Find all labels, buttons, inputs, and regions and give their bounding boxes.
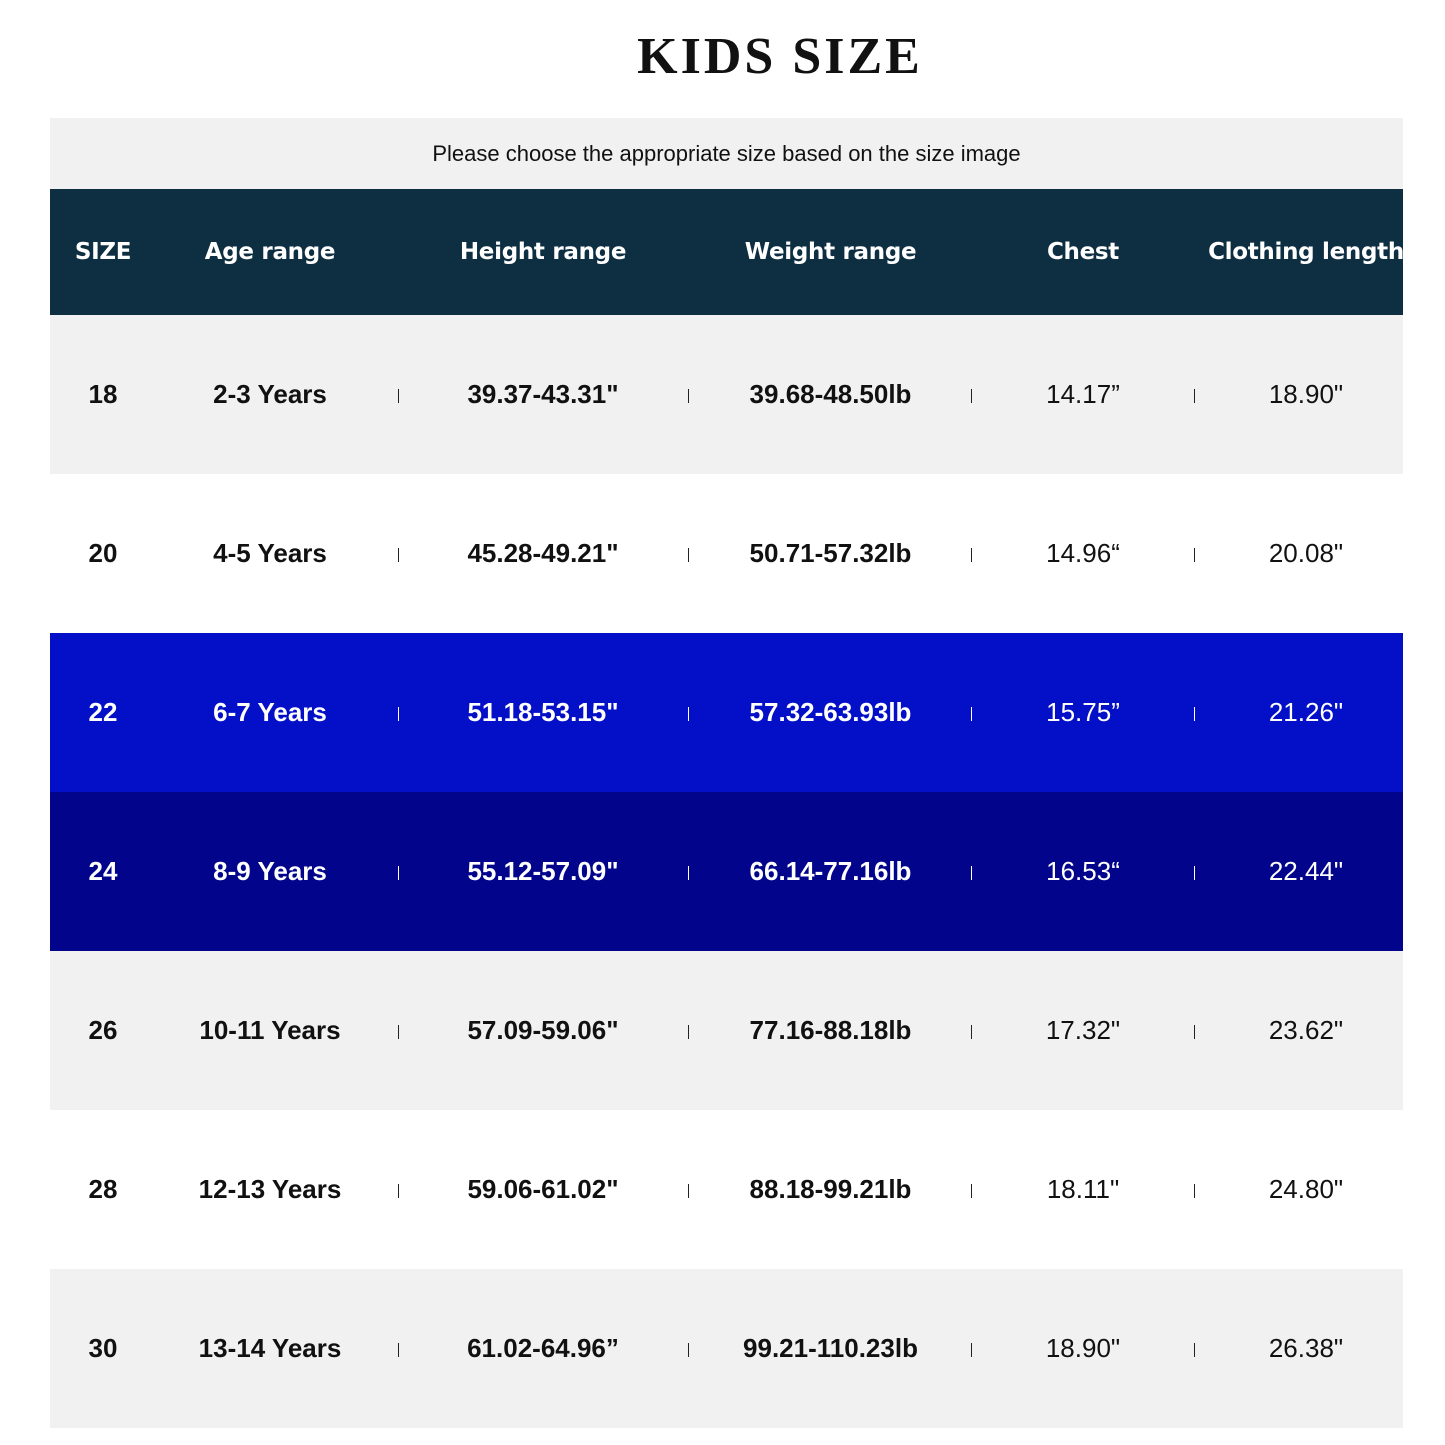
clothing-length-cell: 20.08" xyxy=(1268,538,1344,568)
clothing-length-cell: 18.90" xyxy=(1268,379,1344,409)
column-separator xyxy=(398,1184,399,1198)
clothing-length-cell: 21.26" xyxy=(1268,697,1344,727)
column-separator xyxy=(1194,866,1195,880)
header-age-range: Age range xyxy=(204,239,336,265)
table-row xyxy=(50,1110,1403,1269)
chest-cell: 14.96“ xyxy=(1046,538,1120,568)
header-chest: Chest xyxy=(1046,239,1120,265)
clothing-length-cell: 24.80" xyxy=(1268,1174,1344,1204)
header-weight-range: Weight range xyxy=(744,239,917,265)
column-separator xyxy=(688,707,689,721)
table-row xyxy=(50,1269,1403,1428)
size-cell: 26 xyxy=(88,1015,118,1045)
header-clothing-length: Clothing length xyxy=(1208,239,1404,265)
column-separator xyxy=(688,1343,689,1357)
size-cell: 20 xyxy=(88,538,118,568)
table-row xyxy=(50,951,1403,1110)
table-header-row xyxy=(50,189,1403,315)
clothing-length-cell: 26.38" xyxy=(1268,1333,1344,1363)
weight-range-cell: 66.14-77.16lb xyxy=(749,856,912,886)
weight-range-cell: 39.68-48.50lb xyxy=(749,379,912,409)
column-separator xyxy=(688,1184,689,1198)
column-separator xyxy=(688,1025,689,1039)
weight-range-cell: 77.16-88.18lb xyxy=(749,1015,912,1045)
chest-cell: 15.75” xyxy=(1046,697,1120,727)
size-cell: 22 xyxy=(88,697,118,727)
age-range-cell: 6-7 Years xyxy=(213,697,327,727)
height-range-cell: 61.02-64.96” xyxy=(467,1333,619,1363)
column-separator xyxy=(971,1184,972,1198)
weight-range-cell: 50.71-57.32lb xyxy=(749,538,912,568)
column-separator xyxy=(1194,389,1195,403)
height-range-cell: 59.06-61.02" xyxy=(467,1174,619,1204)
column-separator xyxy=(971,548,972,562)
page-title: KIDS SIZE xyxy=(637,28,923,85)
chest-cell: 17.32" xyxy=(1045,1015,1121,1045)
column-separator xyxy=(971,1025,972,1039)
age-range-cell: 4-5 Years xyxy=(213,538,327,568)
column-separator xyxy=(1194,548,1195,562)
column-separator xyxy=(971,1343,972,1357)
table-row xyxy=(50,792,1403,951)
column-separator xyxy=(688,548,689,562)
clothing-length-cell: 23.62" xyxy=(1268,1015,1344,1045)
size-cell: 30 xyxy=(88,1333,118,1363)
chest-cell: 14.17” xyxy=(1046,379,1120,409)
height-range-cell: 45.28-49.21" xyxy=(467,538,619,568)
table-row xyxy=(50,315,1403,474)
weight-range-cell: 57.32-63.93lb xyxy=(749,697,912,727)
height-range-cell: 57.09-59.06" xyxy=(467,1015,619,1045)
chest-cell: 18.11" xyxy=(1046,1174,1120,1204)
size-chart-table xyxy=(50,118,1403,1428)
table-row xyxy=(50,633,1403,792)
column-separator xyxy=(971,866,972,880)
header-height-range: Height range xyxy=(459,239,627,265)
age-range-cell: 12-13 Years xyxy=(198,1174,342,1204)
column-separator xyxy=(688,866,689,880)
age-range-cell: 8-9 Years xyxy=(213,856,327,886)
column-separator xyxy=(1194,1184,1195,1198)
column-separator xyxy=(688,389,689,403)
table-body xyxy=(50,315,1403,1428)
column-separator xyxy=(1194,1343,1195,1357)
size-cell: 18 xyxy=(88,379,118,409)
size-chart-subtitle: Please choose the appropriate size based on the size image xyxy=(50,118,1403,189)
table-row xyxy=(50,474,1403,633)
column-separator xyxy=(398,1025,399,1039)
column-separator xyxy=(398,548,399,562)
size-cell: 28 xyxy=(88,1174,118,1204)
column-separator xyxy=(971,707,972,721)
age-range-cell: 2-3 Years xyxy=(213,379,327,409)
height-range-cell: 39.37-43.31" xyxy=(467,379,619,409)
height-range-cell: 55.12-57.09" xyxy=(467,856,619,886)
column-separator xyxy=(1194,1025,1195,1039)
chest-cell: 16.53“ xyxy=(1046,856,1120,886)
column-separator xyxy=(1194,707,1195,721)
clothing-length-cell: 22.44" xyxy=(1268,856,1344,886)
column-separator xyxy=(398,389,399,403)
height-range-cell: 51.18-53.15" xyxy=(467,697,619,727)
size-cell: 24 xyxy=(88,856,118,886)
column-separator xyxy=(398,1343,399,1357)
weight-range-cell: 99.21-110.23lb xyxy=(743,1333,918,1363)
weight-range-cell: 88.18-99.21lb xyxy=(749,1174,912,1204)
age-range-cell: 13-14 Years xyxy=(198,1333,342,1363)
column-separator xyxy=(398,707,399,721)
column-separator xyxy=(398,866,399,880)
age-range-cell: 10-11 Years xyxy=(199,1015,341,1045)
header-size: SIZE xyxy=(74,239,132,265)
chest-cell: 18.90" xyxy=(1045,1333,1121,1363)
column-separator xyxy=(971,389,972,403)
